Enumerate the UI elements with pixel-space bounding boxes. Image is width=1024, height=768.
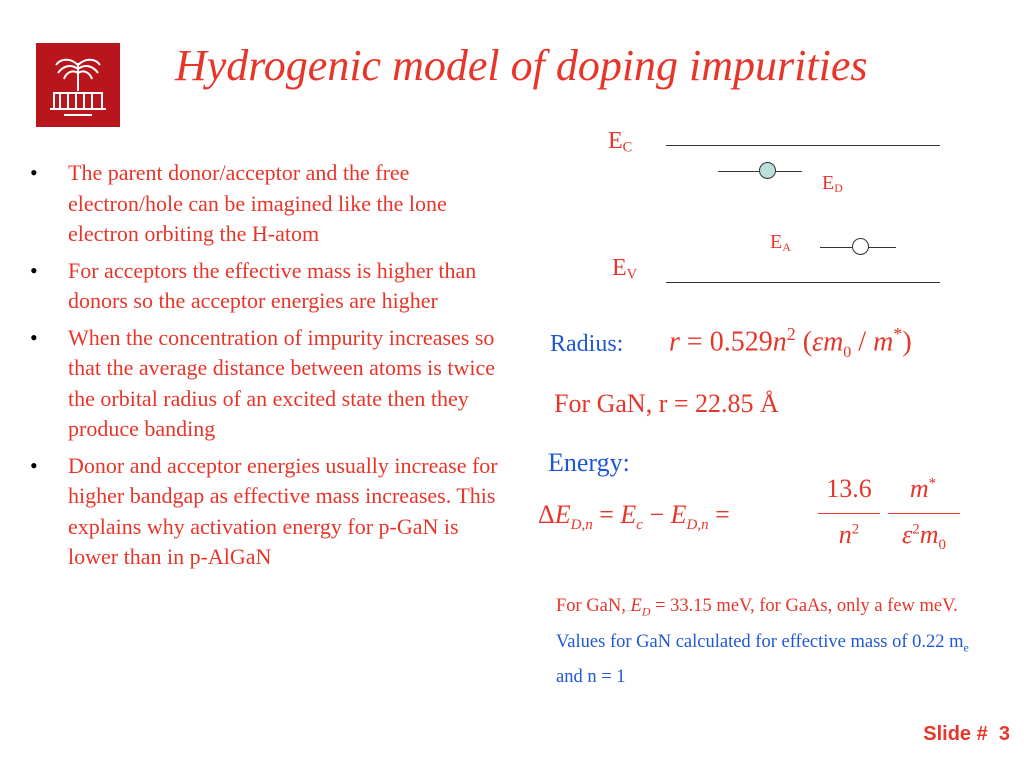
university-seal-icon xyxy=(36,43,120,127)
bullet-item xyxy=(30,323,502,445)
ev-label: $E_V$ xyxy=(612,255,638,283)
energy-label: Energy: xyxy=(548,448,630,477)
bullet-dot: • xyxy=(30,160,38,185)
slide-title: Hydrogenic model of doping impurities xyxy=(175,41,868,90)
gan-radius-text: For GaN, r = 22.85 Å xyxy=(554,389,779,418)
bullet-item xyxy=(30,451,502,573)
bullet-item xyxy=(30,158,502,250)
note-line-2: Values for GaN calculated for effective mass of 0.22 $m_e$ and n = 1 xyxy=(556,631,969,688)
radius-label: Radius: xyxy=(550,331,624,357)
radius-formula: $r = 0.529n^2$ $(\varepsilon m_0 / m^*)$ xyxy=(669,324,912,361)
ed-label: $E_D$ xyxy=(822,172,843,195)
bullet-text: For acceptors the effective mass is higher than donors so the acceptor energies are higher xyxy=(68,257,477,313)
energy-formula: $\Delta E_{D,n} = E_c - E_{D,n}$ = 13.6 $n^2$ m* $\varepsilon^2m_0$ xyxy=(538,470,978,570)
bullet-dot: • xyxy=(30,452,38,478)
ea-label: $E_A$ xyxy=(770,231,791,254)
note-line-1: For GaN, $E_D = 33.15$ meV, for GaAs, only a few meV. xyxy=(556,596,958,619)
donor-electron-dot xyxy=(759,162,776,179)
university-logo xyxy=(36,43,120,127)
bullet-item xyxy=(30,256,502,317)
valence-band-line xyxy=(666,282,940,283)
bullet-text: Donor and acceptor energies usually increase for higher bandgap as effective mass increases. This explains why activation energy for p-GaN is lower than in p-AlGaN xyxy=(68,452,498,569)
bullet-text: When the concentration of impurity increases so that the average distance between atoms is twice the orbital radius of an excited state then they produce banding xyxy=(68,324,495,441)
conduction-band-line xyxy=(666,145,940,146)
bullet-dot: • xyxy=(30,257,38,283)
ec-label: $E_C$ xyxy=(608,128,633,156)
slide-number: Slide # 3 xyxy=(923,723,1010,745)
gan-note xyxy=(556,591,986,692)
acceptor-hole-circle xyxy=(852,238,869,255)
bullet-text: The parent donor/acceptor and the free electron/hole can be imagined like the lone electron orbiting the H-atom xyxy=(68,160,447,246)
bullet-dot: • xyxy=(30,324,38,350)
bullet-list xyxy=(30,158,502,579)
